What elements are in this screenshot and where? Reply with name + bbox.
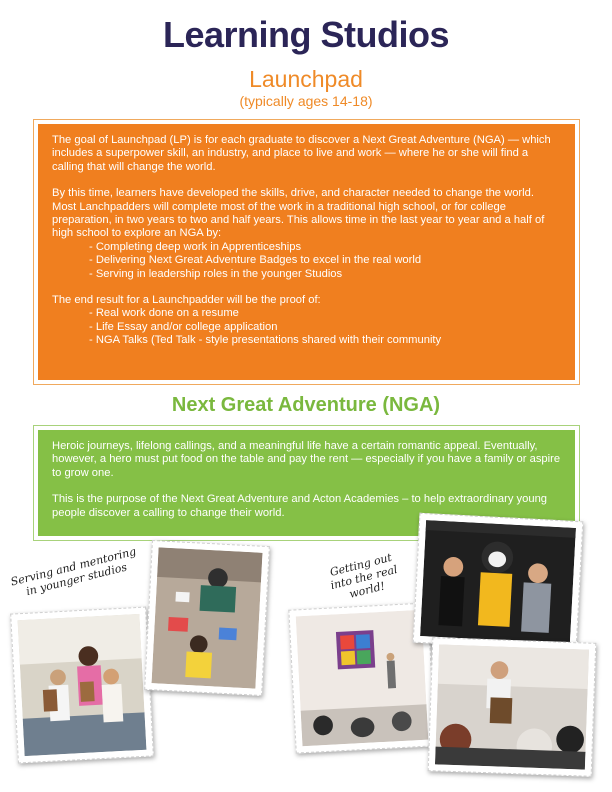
list-item: - Serving in leadership roles in the younger Studios xyxy=(89,268,561,281)
nga-paragraph-1: Heroic journeys, lifelong callings, and a meaningful life have a certain romantic appeal. Eventually, however, a hero must put food on the table and pay the rent — especially if you have a family or aspire to grow one. xyxy=(52,440,561,479)
photo-mascot xyxy=(413,513,584,651)
caption-right: Getting out into the real world! xyxy=(328,550,399,601)
launchpad-intro: The goal of Launchpad (LP) is for each graduate to discover a Next Great Adventure (NGA) — which includes a superpower skill, an industry, and place to live and work — where he or she will find a calling that will change the world. xyxy=(52,134,551,173)
nga-heading: Next Great Adventure (NGA) xyxy=(171,394,441,416)
section-title-launchpad: Launchpad xyxy=(249,66,363,92)
result-intro: The end result for a Launchpadder will be the proof of: xyxy=(52,294,321,307)
launchpad-paragraph-2: By this time, learners have developed the skills, drive, and character needed to change the world. Most Lanchpadders will complete most of the work in a traditional high school, or for college preparation, in two years to two and half years. This allows time in the last year to year and a half of high school to explore an NGA by: xyxy=(52,187,545,240)
photo-kids-floor xyxy=(144,540,270,696)
age-range: (typically ages 14-18) xyxy=(239,93,373,109)
page-title: Learning Studios xyxy=(162,14,449,55)
result-list xyxy=(52,307,561,347)
caption-left: Serving and mentoring in younger studios xyxy=(9,544,138,599)
list-item: - NGA Talks (Ted Talk - style presentations shared with their community xyxy=(89,334,561,347)
launchpad-box xyxy=(33,119,580,385)
photo-presentation xyxy=(428,637,597,777)
nga-paragraph-2: This is the purpose of the Next Great Adventure and Acton Academies – to help extraordinary young people discover a calling to change their world. xyxy=(52,493,548,519)
list-item: - Life Essay and/or college application xyxy=(89,321,561,334)
list-item: - Delivering Next Great Adventure Badges to excel in the real world xyxy=(89,254,561,267)
explore-list xyxy=(52,241,561,281)
list-item: - Completing deep work in Apprenticeships xyxy=(89,241,561,254)
photo-classroom-kids xyxy=(10,607,154,764)
list-item: - Real work done on a resume xyxy=(89,307,561,320)
